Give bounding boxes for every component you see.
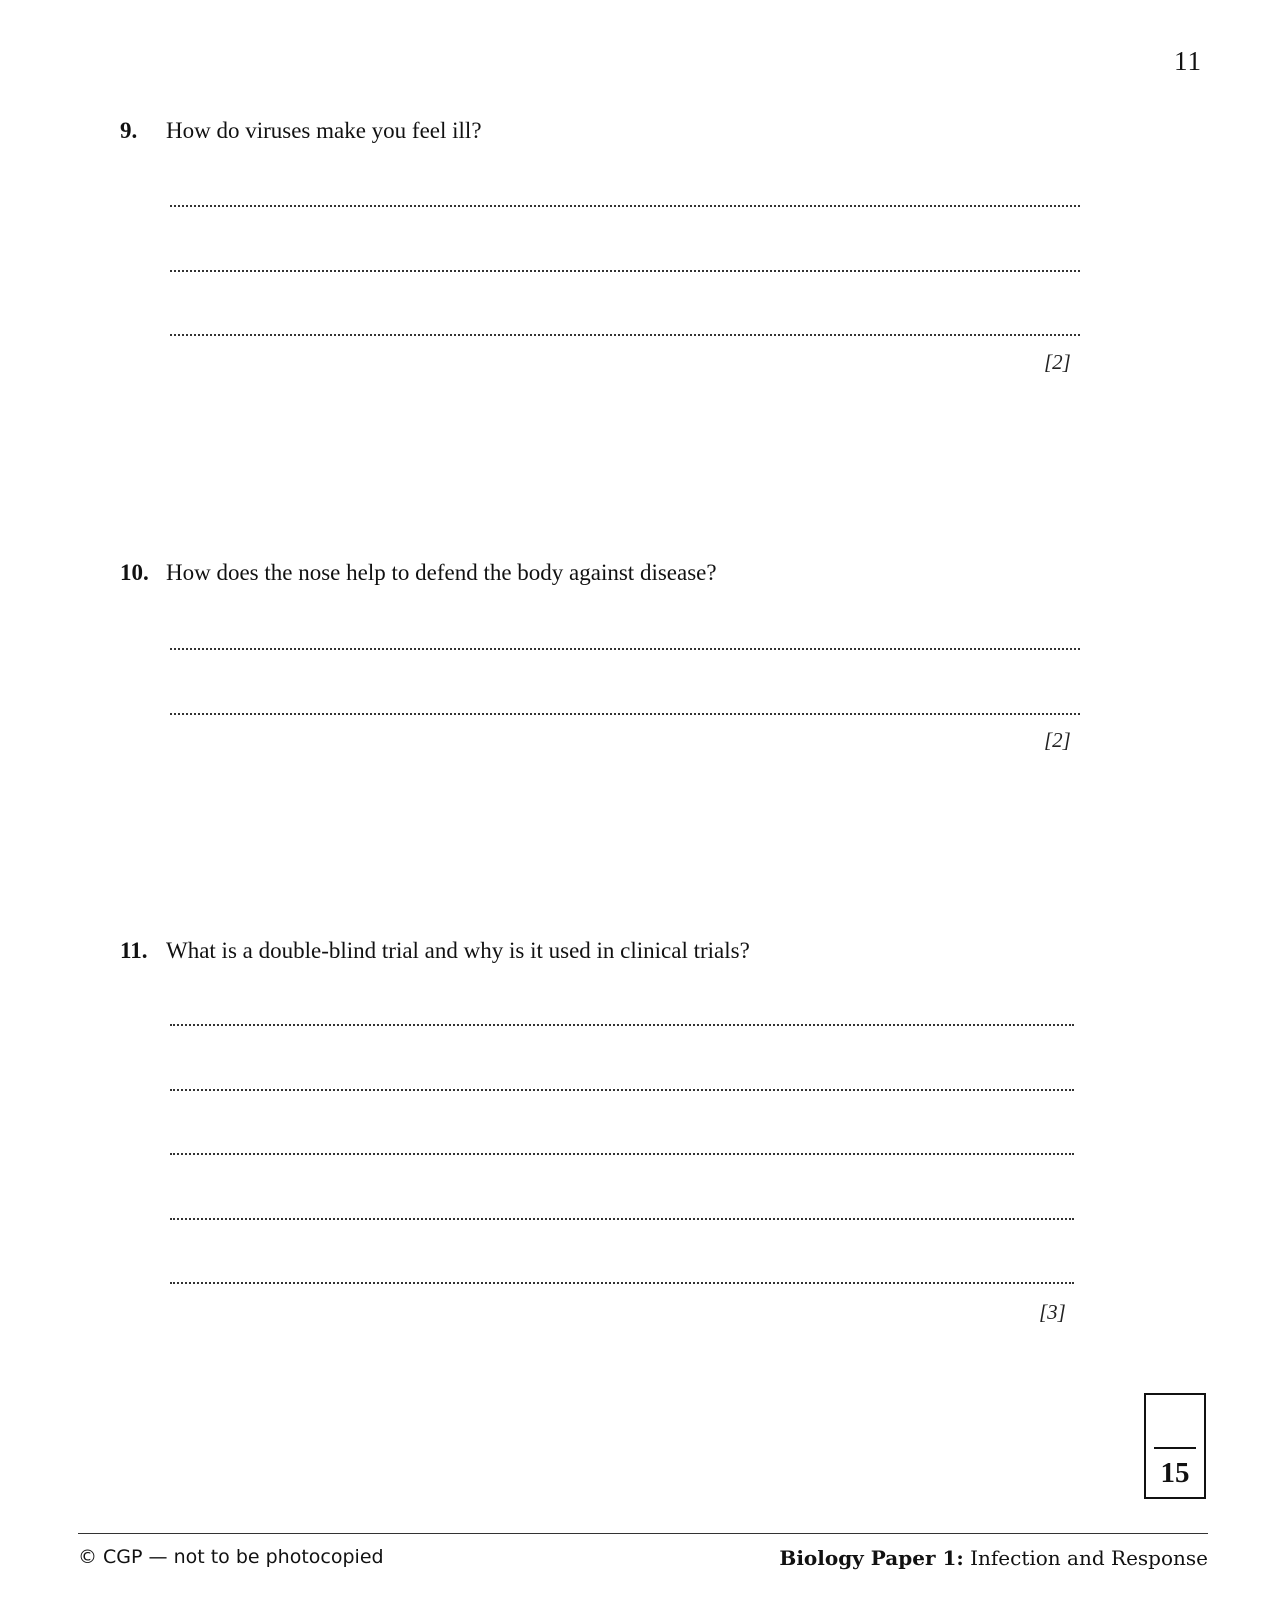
answer-line[interactable] (170, 648, 1080, 650)
answer-line[interactable] (170, 1153, 1074, 1155)
answer-line[interactable] (170, 1089, 1074, 1091)
score-total: 15 (1160, 1457, 1190, 1489)
footer-copyright: © CGP — not to be photocopied (78, 1546, 384, 1568)
question-11 (120, 936, 750, 966)
score-box[interactable] (1144, 1393, 1206, 1499)
page-number: 11 (1174, 46, 1202, 76)
question-number: 10. (120, 560, 149, 585)
answer-line[interactable] (170, 205, 1080, 207)
question-number: 11. (120, 938, 148, 963)
question-text: What is a double-blind trial and why is it used in clinical trials? (166, 938, 750, 963)
answer-line[interactable] (170, 1024, 1074, 1026)
marks-label: [3] (1039, 1300, 1066, 1324)
answer-line[interactable] (170, 1282, 1074, 1284)
question-number: 9. (120, 118, 138, 143)
footer-paper: Biology Paper 1: (779, 1546, 964, 1570)
question-10 (120, 558, 717, 588)
answer-line[interactable] (170, 270, 1080, 272)
question-text: How does the nose help to defend the body against disease? (166, 560, 717, 585)
answer-line[interactable] (170, 334, 1080, 336)
footer-topic: Infection and Response (963, 1546, 1208, 1570)
question-text: How do viruses make you feel ill? (166, 118, 482, 143)
answer-line[interactable] (170, 1218, 1074, 1220)
footer-divider (78, 1533, 1208, 1534)
footer-title (779, 1546, 1208, 1570)
marks-label: [2] (1044, 728, 1071, 752)
question-9 (120, 116, 482, 146)
answer-line[interactable] (170, 713, 1080, 715)
marks-label: [2] (1044, 350, 1071, 374)
score-entry-line (1154, 1447, 1196, 1449)
